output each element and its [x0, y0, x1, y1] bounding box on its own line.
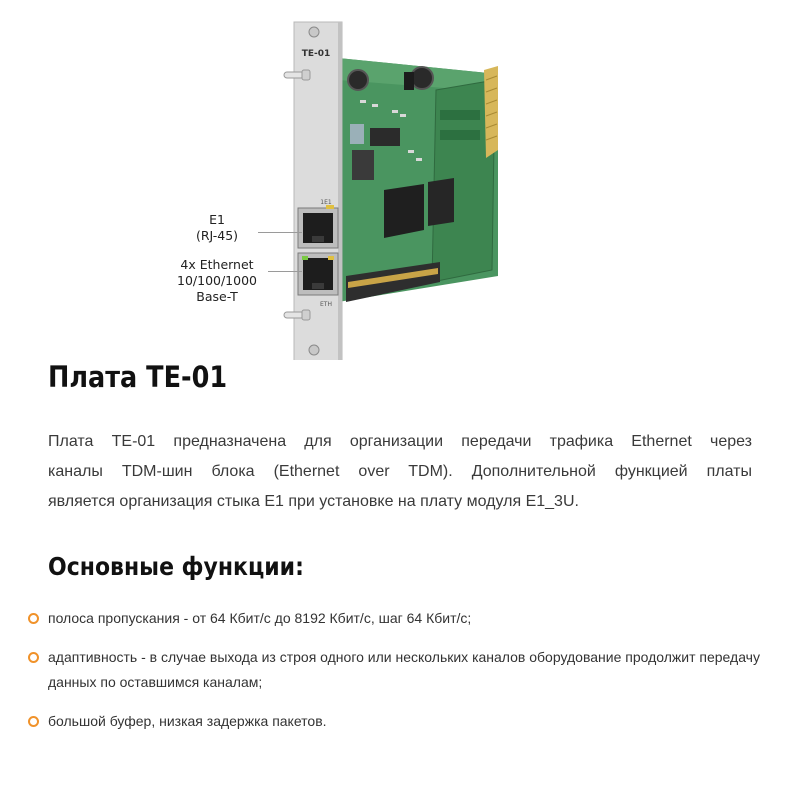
callout-e1-line: E1: [209, 212, 225, 227]
callout-e1-line: (RJ-45): [195, 228, 239, 243]
product-figure: [0, 0, 800, 360]
ejector-pin-top: [284, 70, 310, 80]
intro-line: каналы TDM-шин блока (Ethernet over TDM). Дополнительной функцией платы: [48, 463, 752, 480]
main-chip: [384, 184, 424, 238]
intro-paragraph: [48, 427, 752, 517]
intro-line: является организация стыка E1 при установке на плату модуля E1_3U.: [48, 493, 579, 510]
panel-label: TE-01: [301, 49, 331, 59]
callout-ethernet-line: 10/100/1000: [177, 273, 257, 288]
feature-text: адаптивность - в случае выхода из строя одного или нескольких каналов оборудование продолжит передачу данных по оставшимся каналам;: [48, 649, 760, 690]
bullet-circle-icon: [28, 613, 39, 624]
callout-ethernet-line: 4x Ethernet: [180, 257, 254, 272]
page-title: Плата TE-01: [48, 360, 228, 394]
callout-leader-ethernet: [268, 271, 302, 272]
features-title: Основные функции:: [48, 552, 304, 581]
bullet-circle-icon: [28, 652, 39, 663]
intro-line: Плата TE-01 предназначена для организации передачи трафика Ethernet через: [48, 433, 752, 450]
port-ethernet: [298, 253, 338, 295]
port-label-e1: 1E1: [320, 199, 332, 206]
list-item: [28, 606, 768, 631]
features-list: [28, 606, 768, 734]
callout-leader-e1: [258, 232, 302, 233]
te01-board-image: [0, 0, 800, 360]
feature-text: полоса пропускания - от 64 Кбит/с до 8192 Кбит/с, шаг 64 Кбит/с;: [48, 610, 472, 626]
callout-e1: [172, 212, 262, 244]
port-e1: [298, 205, 338, 248]
ejector-pin-bottom: [284, 310, 310, 320]
callout-ethernet: [162, 257, 272, 305]
callout-ethernet-line: Base-T: [196, 289, 238, 304]
port-label-eth: ETH: [320, 301, 332, 308]
feature-text: большой буфер, низкая задержка пакетов.: [48, 713, 327, 729]
bullet-circle-icon: [28, 716, 39, 727]
list-item: [28, 645, 768, 695]
list-item: [28, 709, 768, 734]
